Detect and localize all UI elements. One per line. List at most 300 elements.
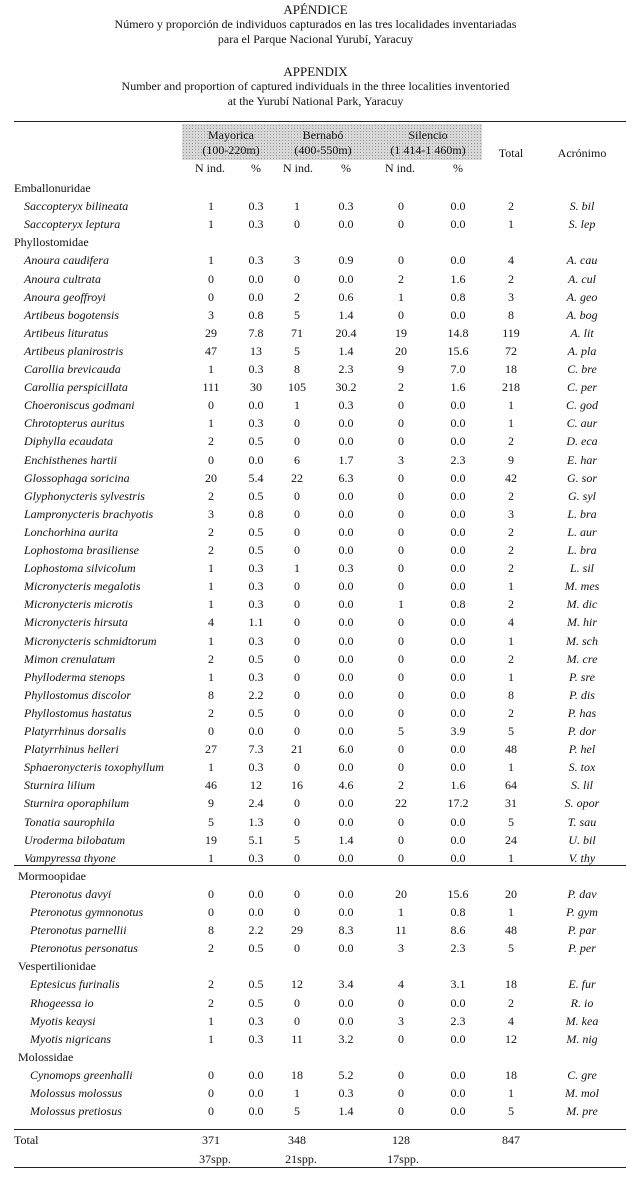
pct-bernabo-cell: 0.0 bbox=[338, 995, 354, 1010]
table-row bbox=[0, 559, 631, 577]
pct-silencio-cell: 8.6 bbox=[450, 923, 466, 938]
total-cell: 5 bbox=[508, 1104, 514, 1119]
pct-mayorica-cell: 0.3 bbox=[248, 597, 264, 612]
total-cell: 2 bbox=[508, 651, 514, 666]
pct-bernabo-cell: 5.2 bbox=[338, 1067, 354, 1082]
pct-bernabo-cell: 1.4 bbox=[338, 307, 354, 322]
acronym-cell: D. eca bbox=[566, 434, 598, 449]
nind-mayorica-cell: 20 bbox=[205, 470, 217, 485]
pct-bernabo-cell: 0.3 bbox=[338, 1086, 354, 1100]
col-mayorica-altitude: (100-220m) bbox=[202, 143, 260, 157]
species-name: Glossophaga soricina bbox=[24, 470, 130, 485]
nind-bernabo-cell: 3 bbox=[294, 253, 300, 268]
pct-bernabo-cell: 0.6 bbox=[338, 289, 354, 304]
acronym-cell: P. sre bbox=[568, 669, 595, 684]
nind-silencio-cell: 9 bbox=[398, 362, 404, 376]
total-cell: 3 bbox=[508, 289, 514, 304]
pct-silencio-cell: 2.3 bbox=[450, 1013, 466, 1028]
col-acronym: Acrónimo bbox=[557, 146, 607, 160]
nind-bernabo-cell: 0 bbox=[294, 488, 300, 503]
nind-mayorica-cell: 47 bbox=[205, 343, 217, 358]
total-cell: 5 bbox=[508, 724, 514, 738]
pct-silencio-cell: 14.8 bbox=[447, 325, 469, 340]
subhead-nind-3: N ind. bbox=[385, 161, 415, 175]
pct-bernabo-cell: 0.0 bbox=[338, 814, 354, 829]
nind-silencio-cell: 1 bbox=[398, 597, 404, 612]
pct-bernabo-cell: 4.6 bbox=[338, 778, 354, 793]
pct-bernabo-cell: 0.0 bbox=[338, 543, 354, 557]
acronym-cell: C. bre bbox=[567, 362, 597, 376]
species-name: Lophostoma brasiliense bbox=[24, 543, 140, 557]
total-cell: 4 bbox=[508, 1013, 514, 1028]
pct-silencio-cell: 3.1 bbox=[450, 977, 466, 992]
nind-mayorica-cell: 0 bbox=[208, 1104, 214, 1119]
acronym-cell: G. sor bbox=[566, 470, 597, 485]
pct-mayorica-cell: 0.5 bbox=[248, 977, 264, 992]
acronym-cell: E. har bbox=[567, 452, 597, 467]
pct-bernabo-cell: 0.0 bbox=[338, 760, 354, 775]
pct-bernabo-cell: 0.0 bbox=[338, 905, 354, 919]
col-mayorica bbox=[186, 128, 276, 158]
acronym-cell: G. syl bbox=[568, 488, 596, 503]
species-name: Artibeus lituratus bbox=[24, 325, 109, 340]
nind-silencio-cell: 0 bbox=[398, 217, 404, 232]
nind-mayorica-cell: 3 bbox=[208, 307, 214, 322]
pct-silencio-cell: 0.0 bbox=[450, 1104, 466, 1119]
nind-mayorica-cell: 1 bbox=[208, 1031, 214, 1046]
pct-mayorica-cell: 0.0 bbox=[248, 289, 264, 304]
table-row bbox=[0, 215, 631, 233]
pct-mayorica-cell: 0.0 bbox=[248, 1104, 264, 1119]
nind-mayorica-cell: 0 bbox=[208, 1067, 214, 1082]
pct-bernabo-cell: 0.0 bbox=[338, 506, 354, 521]
nind-mayorica-cell: 1 bbox=[208, 362, 214, 376]
pct-mayorica-cell: 0.3 bbox=[248, 1031, 264, 1046]
acronym-cell: C. per bbox=[567, 380, 597, 395]
pct-silencio-cell: 0.0 bbox=[450, 253, 466, 268]
pct-bernabo-cell: 1.4 bbox=[338, 343, 354, 358]
total-cell: 18 bbox=[505, 977, 517, 992]
table-row bbox=[0, 1012, 631, 1030]
nind-bernabo-cell: 18 bbox=[291, 1067, 303, 1082]
pct-mayorica-cell: 0.0 bbox=[248, 452, 264, 467]
nind-mayorica-cell: 1 bbox=[208, 850, 214, 865]
family-row bbox=[0, 179, 631, 197]
col-mayorica-name: Mayorica bbox=[208, 128, 254, 142]
pct-silencio-cell: 0.0 bbox=[450, 1067, 466, 1082]
nind-silencio-cell: 0 bbox=[398, 488, 404, 503]
pct-bernabo-cell: 0.0 bbox=[338, 597, 354, 612]
appendix-caption-en-line2: at the Yurubí National Park, Yaracuy bbox=[227, 94, 404, 108]
nind-mayorica-cell: 1 bbox=[208, 561, 214, 576]
total-cell: 1 bbox=[508, 850, 514, 865]
total-cell: 1 bbox=[508, 217, 514, 232]
acronym-cell: P. dis bbox=[569, 687, 595, 702]
species-name: Anoura caudifera bbox=[24, 253, 109, 268]
total-cell: 2 bbox=[508, 705, 514, 720]
total-cell: 2 bbox=[508, 524, 514, 539]
species-name: Tonatia saurophila bbox=[24, 814, 115, 829]
appendix-title-en: APPENDIX bbox=[283, 64, 348, 79]
nind-silencio-cell: 0 bbox=[398, 561, 404, 576]
nind-silencio-cell: 0 bbox=[398, 760, 404, 775]
total-cell: 1 bbox=[508, 905, 514, 919]
nind-mayorica-cell: 2 bbox=[208, 651, 214, 666]
nind-bernabo-cell: 0 bbox=[294, 434, 300, 449]
pct-silencio-cell: 0.0 bbox=[450, 850, 466, 865]
nind-silencio-cell: 2 bbox=[398, 271, 404, 286]
table-row bbox=[0, 1030, 631, 1048]
acronym-cell: S. tox bbox=[568, 760, 596, 775]
pct-mayorica-cell: 0.5 bbox=[248, 434, 264, 449]
nind-bernabo-cell: 71 bbox=[291, 325, 303, 340]
acronym-cell: M. nig bbox=[566, 1031, 598, 1046]
nind-bernabo-cell: 0 bbox=[294, 796, 300, 811]
nind-silencio-cell: 0 bbox=[398, 832, 404, 847]
pct-bernabo-cell: 0.0 bbox=[338, 633, 354, 648]
total-cell: 48 bbox=[505, 923, 517, 938]
pct-mayorica-cell: 5.4 bbox=[248, 470, 264, 485]
pct-mayorica-cell: 0.5 bbox=[248, 995, 264, 1010]
nind-silencio-cell: 0 bbox=[398, 506, 404, 521]
nind-silencio-cell: 0 bbox=[398, 1067, 404, 1082]
pct-silencio-cell: 3.9 bbox=[450, 724, 466, 738]
nind-silencio-cell: 0 bbox=[398, 1086, 404, 1100]
table-row bbox=[0, 740, 631, 758]
nind-mayorica-cell: 0 bbox=[208, 271, 214, 286]
acronym-cell: L. aur bbox=[567, 524, 597, 539]
total-cell: 2 bbox=[508, 434, 514, 449]
table-row bbox=[0, 469, 631, 487]
table-row bbox=[0, 831, 631, 849]
species-name: Micronycteris microtis bbox=[24, 597, 133, 612]
nind-mayorica-cell: 27 bbox=[205, 742, 217, 757]
nind-bernabo-cell: 0 bbox=[294, 506, 300, 521]
pct-mayorica-cell: 0.3 bbox=[248, 1013, 264, 1028]
spp-mayorica: 37spp. bbox=[199, 1152, 231, 1166]
nind-silencio-cell: 1 bbox=[398, 905, 404, 919]
nind-bernabo-cell: 0 bbox=[294, 597, 300, 612]
pct-bernabo-cell: 1.7 bbox=[338, 452, 354, 467]
species-name: Pteronotus gymnonotus bbox=[30, 905, 144, 919]
nind-bernabo-cell: 11 bbox=[291, 1031, 303, 1046]
pct-mayorica-cell: 7.3 bbox=[248, 742, 264, 757]
pct-silencio-cell: 0.0 bbox=[450, 434, 466, 449]
total-cell: 18 bbox=[505, 362, 517, 376]
species-name: Saccopteryx bilineata bbox=[24, 199, 129, 214]
table-row bbox=[0, 1066, 631, 1084]
acronym-cell: A. cul bbox=[568, 271, 596, 286]
species-name: Molossus molossus bbox=[30, 1086, 123, 1100]
family-name: Molossidae bbox=[18, 1049, 74, 1064]
pct-mayorica-cell: 0.0 bbox=[248, 1067, 264, 1082]
species-name: Molossus pretiosus bbox=[30, 1104, 122, 1119]
nind-bernabo-cell: 5 bbox=[294, 343, 300, 358]
subhead-pct-2: % bbox=[341, 161, 351, 175]
table-row bbox=[0, 975, 631, 993]
nind-silencio-cell: 0 bbox=[398, 651, 404, 666]
acronym-cell: P. gym bbox=[566, 905, 598, 919]
nind-mayorica-cell: 2 bbox=[208, 488, 214, 503]
nind-mayorica-cell: 9 bbox=[208, 796, 214, 811]
pct-bernabo-cell: 0.0 bbox=[338, 651, 354, 666]
pct-silencio-cell: 0.0 bbox=[450, 760, 466, 775]
pct-silencio-cell: 0.0 bbox=[450, 416, 466, 431]
table-row bbox=[0, 994, 631, 1012]
pct-bernabo-cell: 6.3 bbox=[338, 470, 354, 485]
acronym-cell: S. bil bbox=[569, 199, 595, 214]
nind-mayorica-cell: 8 bbox=[208, 687, 214, 702]
pct-silencio-cell: 0.8 bbox=[450, 905, 466, 919]
nind-bernabo-cell: 0 bbox=[294, 651, 300, 666]
acronym-cell: T. sau bbox=[567, 814, 597, 829]
table-row bbox=[0, 451, 631, 469]
table-row bbox=[0, 577, 631, 595]
pct-silencio-cell: 0.0 bbox=[450, 615, 466, 630]
pct-silencio-cell: 0.0 bbox=[450, 995, 466, 1010]
pct-mayorica-cell: 1.3 bbox=[248, 814, 264, 829]
nind-bernabo-cell: 0 bbox=[294, 814, 300, 829]
pct-silencio-cell: 1.6 bbox=[450, 778, 466, 793]
acronym-cell: P. par bbox=[567, 923, 597, 938]
species-name: Saccopteryx leptura bbox=[24, 217, 121, 232]
total-cell: 48 bbox=[505, 742, 517, 757]
nind-mayorica-cell: 2 bbox=[208, 434, 214, 449]
acronym-cell: R. io bbox=[570, 995, 594, 1010]
pct-bernabo-cell: 3.2 bbox=[338, 1031, 354, 1046]
nind-mayorica-cell: 1 bbox=[208, 579, 214, 594]
total-cell: 8 bbox=[508, 307, 514, 322]
species-name: Carollia perspicillata bbox=[24, 380, 128, 395]
nind-mayorica-cell: 0 bbox=[208, 452, 214, 467]
family-row bbox=[0, 957, 631, 975]
species-name: Platyrrhinus dorsalis bbox=[24, 724, 127, 738]
pct-bernabo-cell: 0.0 bbox=[338, 615, 354, 630]
nind-bernabo-cell: 0 bbox=[294, 271, 300, 286]
table-row bbox=[0, 758, 631, 776]
table-row bbox=[0, 650, 631, 668]
col-bernabo bbox=[278, 128, 368, 158]
species-name: Artibeus planirostris bbox=[24, 343, 124, 358]
nind-bernabo-cell: 0 bbox=[294, 615, 300, 630]
subheader-row bbox=[0, 159, 631, 177]
pct-bernabo-cell: 0.0 bbox=[338, 579, 354, 594]
species-name: Myotis keaysi bbox=[30, 1013, 96, 1028]
pct-silencio-cell: 0.0 bbox=[450, 705, 466, 720]
table-row bbox=[0, 1084, 631, 1102]
subhead-pct-3: % bbox=[453, 161, 463, 175]
total-cell: 2 bbox=[508, 543, 514, 557]
pct-mayorica-cell: 0.3 bbox=[248, 579, 264, 594]
pct-silencio-cell: 0.0 bbox=[450, 814, 466, 829]
family-row bbox=[0, 867, 631, 885]
total-cell: 1 bbox=[508, 669, 514, 684]
pct-silencio-cell: 0.0 bbox=[450, 832, 466, 847]
header-english bbox=[0, 64, 631, 109]
nind-bernabo-cell: 0 bbox=[294, 941, 300, 956]
pct-mayorica-cell: 0.3 bbox=[248, 199, 264, 214]
total-cell: 2 bbox=[508, 561, 514, 576]
acronym-cell: M. mol bbox=[565, 1086, 599, 1100]
family-name: Mormoopidae bbox=[18, 868, 86, 883]
nind-bernabo-cell: 0 bbox=[294, 579, 300, 594]
table-row bbox=[0, 396, 631, 414]
table-bottom-rule bbox=[14, 1167, 626, 1168]
table-row bbox=[0, 197, 631, 215]
nind-bernabo-cell: 0 bbox=[294, 633, 300, 648]
acronym-cell: P. per bbox=[568, 941, 596, 956]
pct-bernabo-cell: 0.0 bbox=[338, 1013, 354, 1028]
pct-silencio-cell: 0.0 bbox=[450, 543, 466, 557]
nind-mayorica-cell: 2 bbox=[208, 941, 214, 956]
section-rule bbox=[14, 865, 626, 866]
acronym-cell: U. bil bbox=[568, 832, 596, 847]
pct-bernabo-cell: 0.0 bbox=[338, 705, 354, 720]
pct-silencio-cell: 0.0 bbox=[450, 470, 466, 485]
total-mayorica: 371 bbox=[202, 1133, 220, 1147]
total-silencio: 128 bbox=[392, 1133, 410, 1147]
nind-bernabo-cell: 1 bbox=[294, 561, 300, 576]
species-name: Chrotopterus auritus bbox=[24, 416, 125, 431]
species-name: Mimon crenulatum bbox=[24, 651, 116, 666]
acronym-cell: A. cau bbox=[566, 253, 598, 268]
nind-silencio-cell: 20 bbox=[395, 886, 407, 901]
nind-bernabo-cell: 6 bbox=[294, 452, 300, 467]
nind-bernabo-cell: 21 bbox=[291, 742, 303, 757]
pct-silencio-cell: 15.6 bbox=[447, 343, 469, 358]
nind-silencio-cell: 0 bbox=[398, 199, 404, 214]
pct-silencio-cell: 0.0 bbox=[450, 506, 466, 521]
appendix-caption-en-line1: Number and proportion of captured individuals in the three localities inventoried bbox=[121, 79, 510, 93]
nind-bernabo-cell: 0 bbox=[294, 850, 300, 865]
acronym-cell: E. fur bbox=[568, 977, 596, 992]
total-cell: 8 bbox=[508, 687, 514, 702]
pct-bernabo-cell: 8.3 bbox=[338, 923, 354, 938]
nind-mayorica-cell: 1 bbox=[208, 597, 214, 612]
pct-bernabo-cell: 0.0 bbox=[338, 687, 354, 702]
nind-silencio-cell: 0 bbox=[398, 307, 404, 322]
pct-silencio-cell: 0.0 bbox=[450, 217, 466, 232]
pct-bernabo-cell: 0.0 bbox=[338, 850, 354, 865]
nind-bernabo-cell: 5 bbox=[294, 832, 300, 847]
species-name: Platyrrhinus helleri bbox=[24, 742, 119, 757]
pct-mayorica-cell: 12 bbox=[250, 778, 262, 793]
acronym-cell: P. has bbox=[567, 705, 597, 720]
nind-mayorica-cell: 1 bbox=[208, 253, 214, 268]
table-row bbox=[0, 251, 631, 269]
total-cell: 42 bbox=[505, 470, 517, 485]
species-name: Phyllostomus hastatus bbox=[24, 705, 132, 720]
pct-bernabo-cell: 2.3 bbox=[338, 362, 354, 376]
species-name: Glyphonycteris sylvestris bbox=[24, 488, 145, 503]
nind-silencio-cell: 2 bbox=[398, 380, 404, 395]
table-row bbox=[0, 378, 631, 396]
spp-silencio: 17spp. bbox=[387, 1152, 419, 1166]
nind-mayorica-cell: 8 bbox=[208, 923, 214, 938]
family-row bbox=[0, 1048, 631, 1066]
species-name: Anoura cultrata bbox=[24, 271, 101, 286]
total-cell: 1 bbox=[508, 416, 514, 431]
nind-bernabo-cell: 0 bbox=[294, 724, 300, 738]
nind-silencio-cell: 0 bbox=[398, 524, 404, 539]
totals-row bbox=[0, 1131, 631, 1149]
pct-bernabo-cell: 0.3 bbox=[338, 199, 354, 214]
nind-bernabo-cell: 2 bbox=[294, 289, 300, 304]
nind-mayorica-cell: 0 bbox=[208, 1086, 214, 1100]
acronym-cell: S. lep bbox=[568, 217, 596, 232]
species-name: Vampyressa thyone bbox=[24, 850, 116, 865]
acronym-cell: M. sch bbox=[566, 633, 598, 648]
table-row bbox=[0, 487, 631, 505]
acronym-cell: M. cre bbox=[566, 651, 598, 666]
nind-mayorica-cell: 46 bbox=[205, 778, 217, 793]
pct-mayorica-cell: 30 bbox=[250, 380, 262, 395]
species-name: Diphylla ecaudata bbox=[24, 434, 113, 449]
total-cell: 2 bbox=[508, 597, 514, 612]
table-row bbox=[0, 306, 631, 324]
nind-bernabo-cell: 0 bbox=[294, 995, 300, 1010]
nind-bernabo-cell: 29 bbox=[291, 923, 303, 938]
nind-silencio-cell: 2 bbox=[398, 778, 404, 793]
pct-silencio-cell: 2.3 bbox=[450, 452, 466, 467]
nind-mayorica-cell: 2 bbox=[208, 977, 214, 992]
total-cell: 1 bbox=[508, 1086, 514, 1100]
pct-silencio-cell: 0.0 bbox=[450, 1086, 466, 1100]
pct-mayorica-cell: 0.0 bbox=[248, 1086, 264, 1100]
pct-silencio-cell: 0.0 bbox=[450, 199, 466, 214]
pct-silencio-cell: 0.8 bbox=[450, 597, 466, 612]
nind-silencio-cell: 0 bbox=[398, 850, 404, 865]
pct-mayorica-cell: 0.3 bbox=[248, 362, 264, 376]
pct-mayorica-cell: 2.4 bbox=[248, 796, 264, 811]
nind-mayorica-cell: 1 bbox=[208, 760, 214, 775]
acronym-cell: M. hir bbox=[567, 615, 597, 630]
family-row bbox=[0, 233, 631, 251]
subhead-nind-2: N ind. bbox=[283, 161, 313, 175]
appendix-caption-es-line2: para el Parque Nacional Yurubí, Yaracuy bbox=[217, 32, 414, 46]
table-row bbox=[0, 722, 631, 740]
pct-silencio-cell: 0.0 bbox=[450, 687, 466, 702]
species-name: Carollia brevicauda bbox=[24, 362, 121, 376]
pct-mayorica-cell: 0.0 bbox=[248, 886, 264, 901]
pct-mayorica-cell: 0.3 bbox=[248, 633, 264, 648]
total-cell: 2 bbox=[508, 488, 514, 503]
pct-bernabo-cell: 0.0 bbox=[338, 488, 354, 503]
acronym-cell: M. dic bbox=[566, 597, 598, 612]
pct-mayorica-cell: 0.0 bbox=[248, 398, 264, 413]
totals-label: Total bbox=[14, 1133, 39, 1147]
nind-mayorica-cell: 1 bbox=[208, 669, 214, 684]
nind-silencio-cell: 3 bbox=[398, 452, 404, 467]
nind-mayorica-cell: 1 bbox=[208, 1013, 214, 1028]
total-cell: 5 bbox=[508, 941, 514, 956]
table-row bbox=[0, 794, 631, 812]
pct-mayorica-cell: 0.3 bbox=[248, 850, 264, 865]
table-row bbox=[0, 360, 631, 378]
total-cell: 119 bbox=[502, 325, 520, 340]
pct-mayorica-cell: 0.3 bbox=[248, 760, 264, 775]
acronym-cell: L. sil bbox=[569, 561, 594, 576]
pct-silencio-cell: 0.0 bbox=[450, 561, 466, 576]
table-row bbox=[0, 432, 631, 450]
nind-mayorica-cell: 2 bbox=[208, 995, 214, 1010]
table-row bbox=[0, 632, 631, 650]
nind-bernabo-cell: 5 bbox=[294, 307, 300, 322]
nind-bernabo-cell: 0 bbox=[294, 886, 300, 901]
acronym-cell: A. lit bbox=[570, 325, 594, 340]
nind-silencio-cell: 0 bbox=[398, 742, 404, 757]
nind-silencio-cell: 0 bbox=[398, 434, 404, 449]
